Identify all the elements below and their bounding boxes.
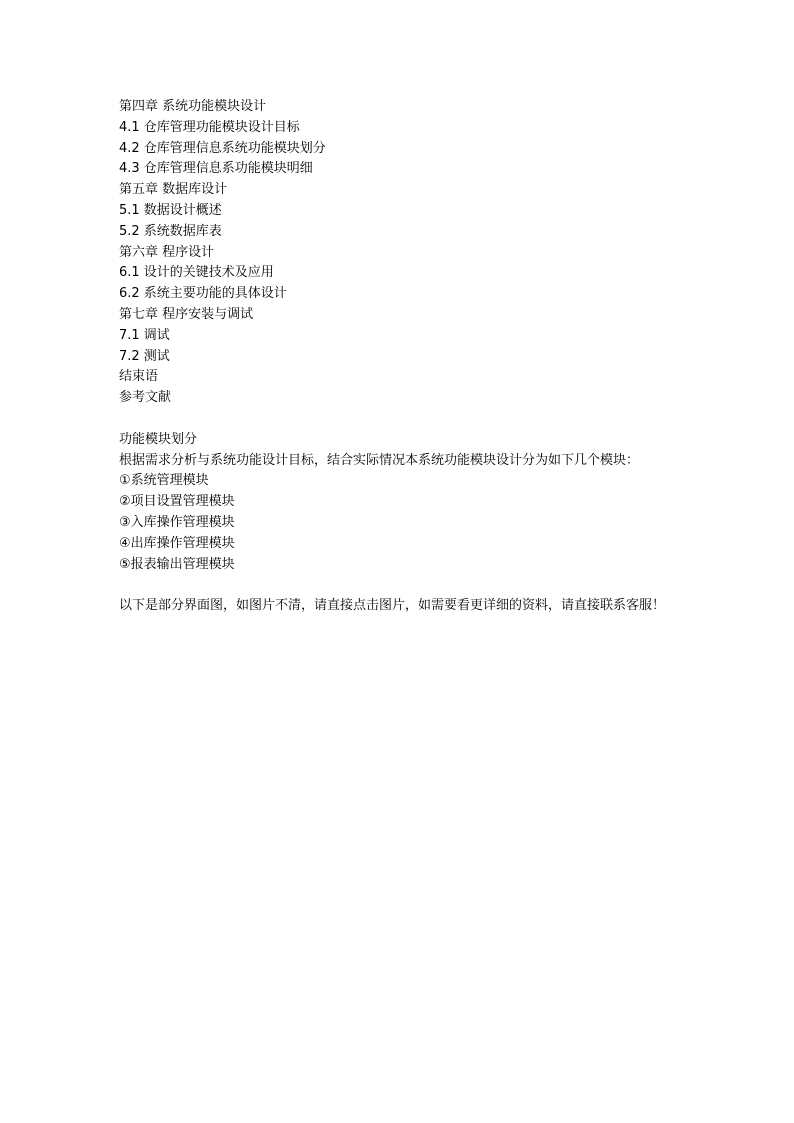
toc-item-5-2: 5.2 系统数据库表: [119, 223, 222, 239]
toc-item-4-2: 4.2 仓库管理信息系统功能模块划分: [119, 140, 326, 156]
toc-chapter-6: 第六章 程序设计: [119, 244, 215, 260]
spacer: [119, 409, 689, 430]
toc-chapter-4: 第四章 系统功能模块设计: [119, 99, 267, 114]
document-page: [119, 97, 689, 617]
toc-item-5-1: 5.1 数据设计概述: [119, 202, 222, 218]
module-item: ⑤报表输出管理模块: [119, 556, 235, 572]
toc-chapter-7: 第七章 程序安装与调试: [119, 306, 254, 322]
toc-references: 参考文献: [119, 390, 172, 406]
module-heading: 功能模块划分: [119, 431, 198, 447]
toc-item-7-2: 7.2 测试: [119, 348, 170, 364]
module-intro: 根据需求分析与系统功能设计目标，结合实际情况本系统功能模块设计分为如下几个模块：: [119, 452, 640, 468]
module-item: ③入库操作管理模块: [119, 514, 235, 530]
closing-note: 以下是部分界面图，如图片不清，请直接点击图片，如需要看更详细的资料，请直接联系客服！: [119, 598, 666, 614]
toc-item-4-1: 4.1 仓库管理功能模块设计目标: [119, 119, 300, 135]
toc-item-4-3: 4.3 仓库管理信息系功能模块明细: [119, 161, 313, 177]
table-of-contents: [119, 97, 689, 409]
toc-chapter-5: 第五章 数据库设计: [119, 182, 228, 198]
module-item: ②项目设置管理模块: [119, 494, 235, 510]
toc-item-7-1: 7.1 调试: [119, 327, 170, 343]
toc-item-6-1: 6.1 设计的关键技术及应用: [119, 265, 274, 281]
module-item: ①系统管理模块: [119, 473, 209, 489]
toc-item-6-2: 6.2 系统主要功能的具体设计: [119, 286, 287, 302]
module-item: ④出库操作管理模块: [119, 535, 235, 551]
toc-conclusion: 结束语: [119, 369, 159, 385]
spacer: [119, 575, 689, 596]
module-section: [119, 430, 689, 576]
